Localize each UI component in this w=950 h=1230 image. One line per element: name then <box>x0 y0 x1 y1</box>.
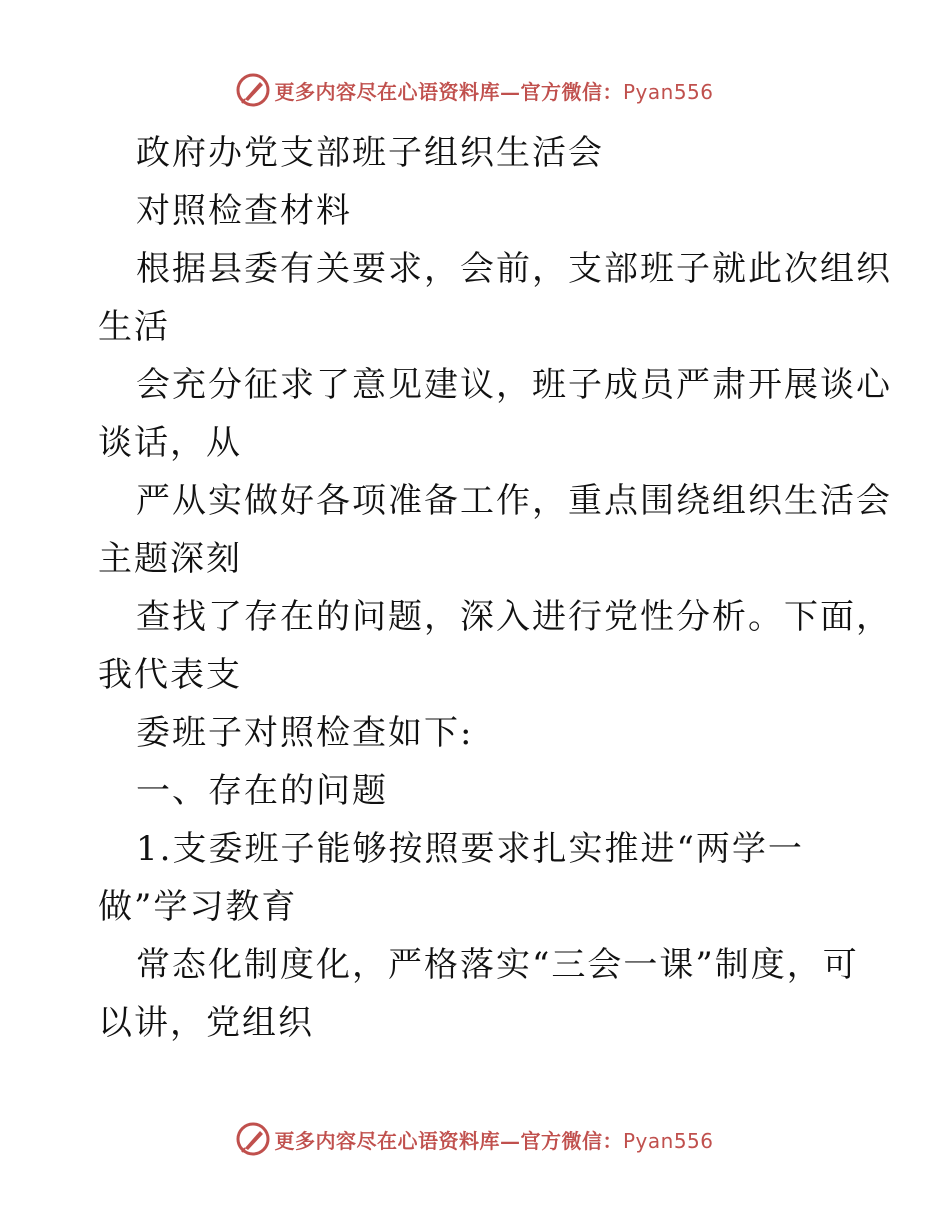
section-heading: 一、存在的问题 <box>136 771 388 811</box>
paragraph-line: 做”学习教育 <box>98 887 298 927</box>
header-watermark <box>0 68 950 112</box>
feather-pen-logo-icon <box>236 1122 270 1156</box>
footer-watermark <box>0 1117 950 1161</box>
paragraph-line: 委班子对照检查如下: <box>136 713 474 753</box>
paragraph-line: 以讲，党组织 <box>98 1003 314 1043</box>
paragraph-line: 生活 <box>98 307 170 347</box>
watermark-text: 更多内容尽在心语资料库—官方微信：Pyan556 <box>274 79 714 104</box>
paragraph-line: 常态化制度化，严格落实“三会一课”制度，可 <box>136 945 859 985</box>
paragraph-line: 会充分征求了意见建议，班子成员严肃开展谈心 <box>136 365 892 405</box>
paragraph-line: 严从实做好各项准备工作，重点围绕组织生活会 <box>136 481 892 521</box>
paragraph-line: 查找了存在的问题，深入进行党性分析。下面， <box>136 597 892 637</box>
paragraph-line: 1.支委班子能够按照要求扎实推进“两学一 <box>136 829 804 869</box>
paragraph-line: 主题深刻 <box>98 539 242 579</box>
document-body <box>98 124 892 1052</box>
watermark-text: 更多内容尽在心语资料库—官方微信：Pyan556 <box>274 1128 714 1153</box>
paragraph-line: 根据县委有关要求，会前，支部班子就此次组织 <box>136 249 892 289</box>
doc-title: 政府办党支部班子组织生活会 <box>136 133 604 173</box>
paragraph-line: 谈话，从 <box>98 423 242 463</box>
feather-pen-logo-icon <box>236 73 270 107</box>
doc-subtitle: 对照检查材料 <box>136 191 352 231</box>
paragraph-line: 我代表支 <box>98 655 242 695</box>
